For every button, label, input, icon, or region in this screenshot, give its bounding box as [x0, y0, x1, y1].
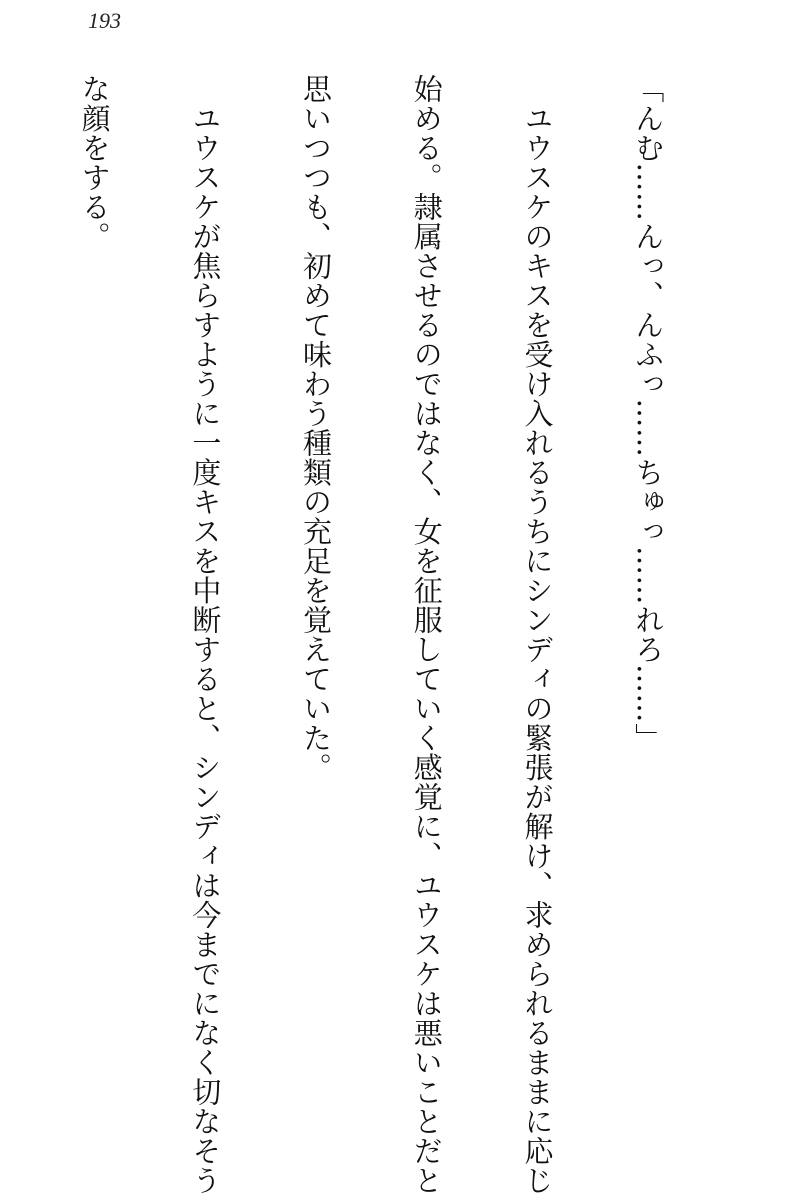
text-line: 始める。隷属させるのではなく、女を征服していく感覚に、ユウスケは悪いことだと — [409, 74, 444, 1195]
text-line: な顔をする。 — [77, 74, 112, 251]
text-line — [0, 74, 2, 1184]
text-line: ユウスケが焦らすように一度キスを中断すると、シンディは今までになく切なそう — [188, 74, 223, 1195]
text-line: ユウスケのキスを受け入れるうちにシンディの緊張が解け、求められるままに応じ — [520, 74, 555, 1195]
text-line: 「んむ……んっ、んふっ……ちゅっ……れろ……」 — [631, 74, 666, 753]
vertical-text-body — [0, 74, 740, 1195]
page-number: 193 — [88, 8, 121, 33]
text-line: 思いつつも、初めて味わう種類の充足を覚えていた。 — [299, 74, 334, 782]
